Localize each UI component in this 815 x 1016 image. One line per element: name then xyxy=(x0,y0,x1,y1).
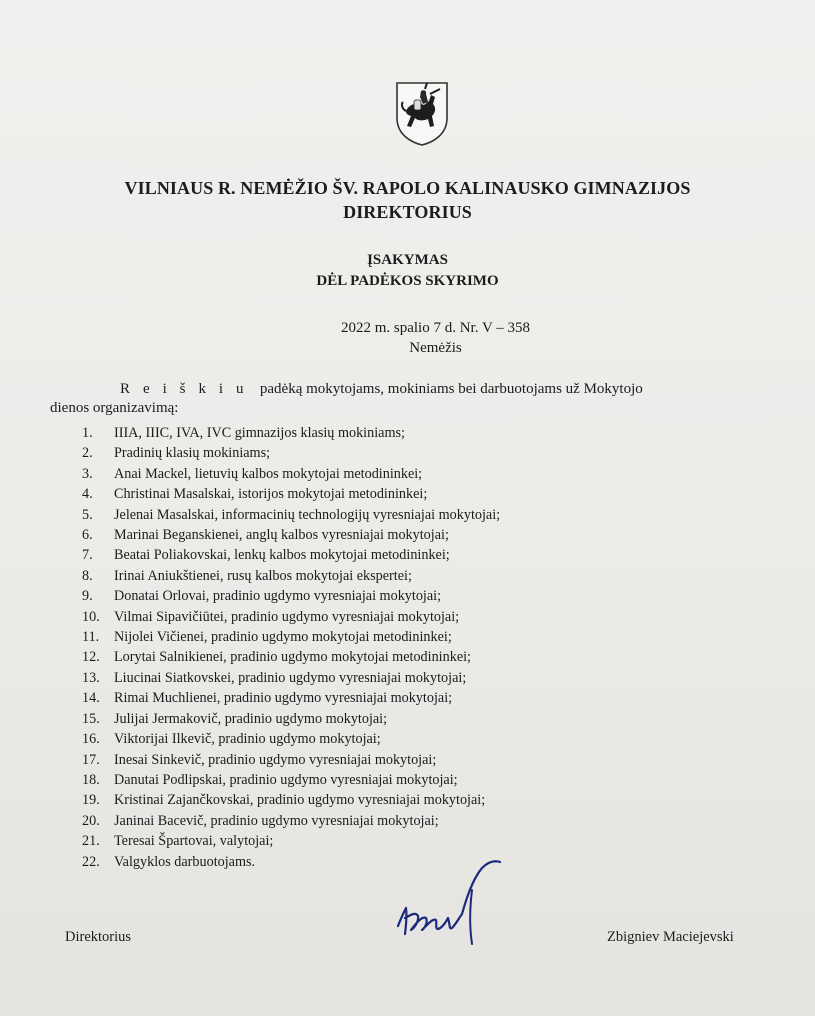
order-title xyxy=(0,250,815,292)
list-item-text: Janinai Bacevič, pradinio ugdymo vyresniajai mokytojai; xyxy=(114,812,439,829)
signatory-name: Zbigniev Maciejevski xyxy=(607,929,734,945)
list-item-number: 2. xyxy=(82,445,93,462)
list-item xyxy=(82,770,500,790)
list-item xyxy=(82,647,500,667)
order-title-line-2: DĖL PADĖKOS SKYRIMO xyxy=(316,273,499,289)
list-item-number: 17. xyxy=(82,751,100,768)
list-item-number: 1. xyxy=(82,425,93,441)
institution-line-2: DIREKTORIUS xyxy=(343,202,472,222)
list-item xyxy=(82,586,500,606)
order-date-number: 2022 m. spalio 7 d. Nr. V – 358 xyxy=(340,320,531,336)
list-item xyxy=(82,729,500,749)
list-item xyxy=(82,831,500,851)
list-item-text: Irinai Aniukštienei, rusų kalbos mokytojai ekspertei; xyxy=(114,567,412,584)
list-item-text: Lorytai Salnikienei, pradinio ugdymo mokytojai metodininkei; xyxy=(114,649,471,666)
list-item xyxy=(82,545,500,565)
list-item-text: Liucinai Siatkovskei, pradinio ugdymo vyresniajai mokytojai; xyxy=(114,669,467,686)
list-item xyxy=(82,668,500,688)
list-item-text: Donatai Orlovai, pradinio ugdymo vyresniajai mokytojai; xyxy=(114,588,442,605)
vytis-crest-icon xyxy=(394,80,450,146)
list-item-text: Vilmai Sipavičiūtei, pradinio ugdymo vyresniajai mokytojai; xyxy=(114,608,460,625)
list-item xyxy=(82,750,500,770)
list-item xyxy=(82,423,500,443)
list-item-text: Anai Mackel, lietuvių kalbos mokytojai metodininkei; xyxy=(114,465,423,482)
list-item-number: 19. xyxy=(82,792,100,809)
list-item xyxy=(82,443,500,463)
institution-line-1: VILNIAUS R. NEMĖŽIO ŠV. RAPOLO KALINAUSKO GIMNAZIJOS xyxy=(124,178,691,198)
list-item xyxy=(82,688,500,708)
list-item-number: 10. xyxy=(82,608,100,625)
list-item-text: Marinai Beganskienei, anglų kalbos vyresniajai mokytojai; xyxy=(114,527,449,544)
list-item xyxy=(82,709,500,729)
list-item-number: 16. xyxy=(82,731,100,748)
intro-text-first-line: padėką mokytojams, mokiniams bei darbuotojams už Mokytojo xyxy=(259,381,643,397)
list-item-text: Julijai Jermakovič, pradinio ugdymo mokytojai; xyxy=(114,710,388,727)
list-item xyxy=(82,464,500,484)
list-item-text: Viktorijai Ilkevič, pradinio ugdymo mokytojai; xyxy=(114,731,381,748)
list-item-number: 7. xyxy=(82,547,93,564)
intro-text-second-line: dienos organizavimą: xyxy=(50,400,179,416)
list-item-number: 13. xyxy=(82,669,100,686)
intro-paragraph xyxy=(50,380,740,418)
list-item-text: Danutai Podlipskai, pradinio ugdymo vyresniajai mokytojai; xyxy=(114,771,458,788)
list-item-text: Inesai Sinkevič, pradinio ugdymo vyresniajai mokytojai; xyxy=(114,751,437,768)
list-item-number: 20. xyxy=(82,812,100,829)
list-item xyxy=(82,811,500,831)
order-date-block xyxy=(28,318,815,358)
list-item-number: 21. xyxy=(82,833,100,850)
handwritten-signature-icon xyxy=(392,856,504,952)
list-item-number: 15. xyxy=(82,710,100,727)
order-place: Nemėžis xyxy=(409,340,462,356)
list-item-number: 12. xyxy=(82,649,100,666)
signatory-role: Direktorius xyxy=(65,929,132,945)
list-item xyxy=(82,566,500,586)
list-item-number: 8. xyxy=(82,567,93,584)
list-item-number: 5. xyxy=(82,506,93,523)
list-item-text: Beatai Poliakovskai, lenkų kalbos mokytojai metodininkei; xyxy=(114,547,450,564)
list-item-text: Jelenai Masalskai, informacinių technologijų vyresniajai mokytojai; xyxy=(114,506,501,523)
recipients-list xyxy=(82,423,500,872)
order-title-line-1: ĮSAKYMAS xyxy=(367,252,448,268)
intro-first-line xyxy=(50,380,740,399)
list-item-number: 18. xyxy=(82,771,100,788)
list-item-text: Nijolei Vičienei, pradinio ugdymo mokytojai metodininkei; xyxy=(114,629,452,646)
list-item-number: 14. xyxy=(82,690,100,707)
intro-spaced-word: R e i š k i u xyxy=(120,381,249,397)
list-item-number: 11. xyxy=(82,629,100,646)
list-item-text: Teresai Špartovai, valytojai; xyxy=(114,833,274,850)
list-item-text: Kristinai Zajančkovskai, pradinio ugdymo vyresniajai mokytojai; xyxy=(114,792,486,809)
list-item-text: IIIA, IIIC, IVA, IVC gimnazijos klasių mokiniams; xyxy=(114,425,405,441)
list-item-number: 6. xyxy=(82,527,93,544)
list-item-number: 9. xyxy=(82,588,93,605)
list-item-number: 4. xyxy=(82,486,93,503)
list-item-text: Christinai Masalskai, istorijos mokytojai metodininkei; xyxy=(114,486,428,503)
list-item xyxy=(82,484,500,504)
list-item xyxy=(82,790,500,810)
institution-heading xyxy=(0,176,815,224)
list-item-number: 22. xyxy=(82,853,100,870)
list-item xyxy=(82,525,500,545)
list-item-text: Valgyklos darbuotojams. xyxy=(114,853,256,870)
list-item xyxy=(82,627,500,647)
list-item xyxy=(82,607,500,627)
list-item-text: Rimai Muchlienei, pradinio ugdymo vyresniajai mokytojai; xyxy=(114,690,453,707)
list-item-text: Pradinių klasių mokiniams; xyxy=(114,445,271,462)
list-item xyxy=(82,505,500,525)
list-item-number: 3. xyxy=(82,465,93,482)
